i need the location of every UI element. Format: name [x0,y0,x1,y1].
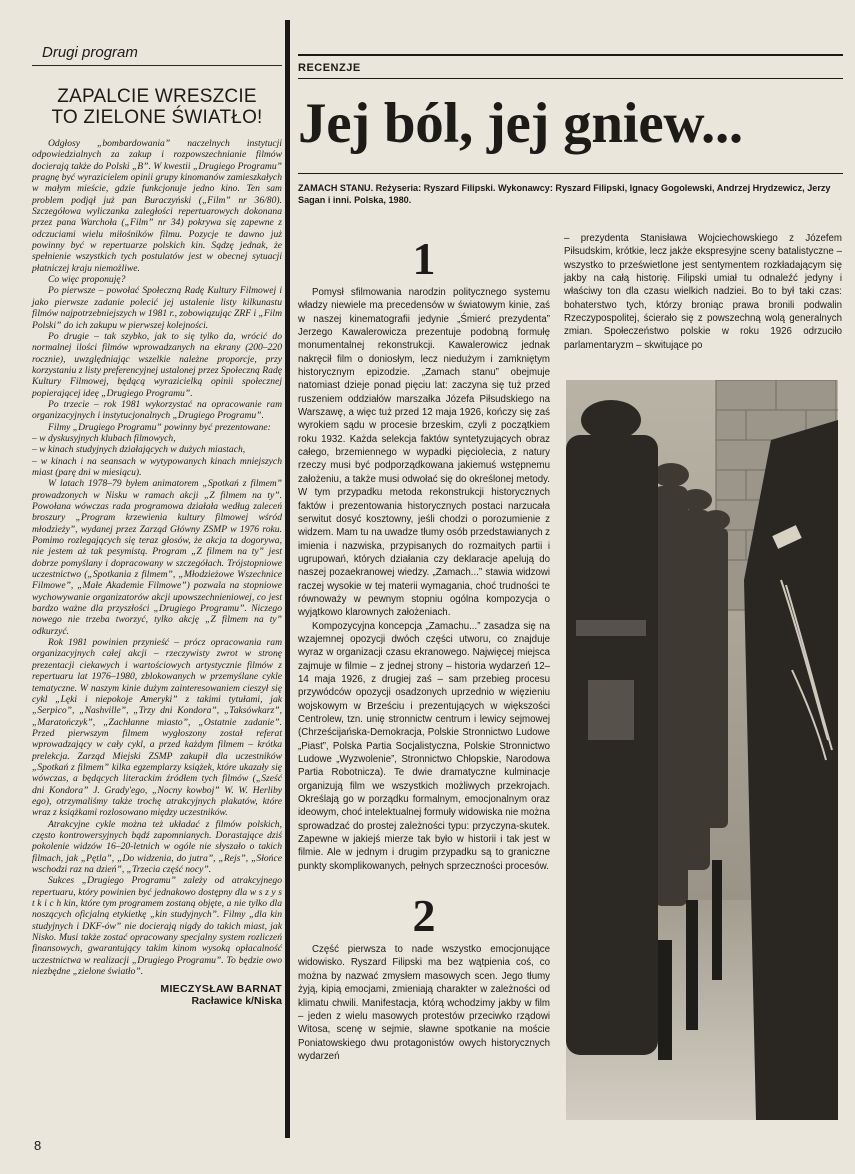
letter-title [32,86,282,128]
letter-body [32,138,282,977]
list-item: – w kinach studyjnych działających w dużych miastach, [32,444,246,456]
paragraph: Rok 1981 powinien przynieść – prócz opracowania ram organizacyjnych całej akcji – rzeczywisty zwrot w stronę prezentacji ciekawych i wartościowych artystycznie filmów z repertuaru lat 1976–1980, zblokowanych w przemyślane cykle tematyczne. W naszym kinie dużym zainteresowaniem cieszył się cykl „Lęki i niepokoje Ameryki” z takimi tytułami, jak „Serpico”, „Nashville”, „Trzy dni Kondora”, „Taksówkarz”, „Maratończyk”, „Zachłanne miasto”, „Ostatnie zadanie”. Przed pierwszym filmem wygłoszony został referat wprowadzający w cały cykl, a przed każdym filmem – krótka prelekcja. Zarząd Miejski ZSMP zakupił dla uczestników „Spotkań z filmem” kilka egzemplarzy książek, które ukazały się wówczas, a będących literackim źródłem tych filmów („Sześć dni Kondora” J. Grady'ego, „Nocny kowboj” W. W. Herliby ego), otrzymaliśmy także trochę atrakcyjnych plakatów, które wraz z książkami rozlosowano między uczestników. [32,637,282,819]
section-number-2: 2 [412,890,436,942]
left-column [32,44,282,1007]
paragraph: Co więc proponuję? [48,274,126,286]
paragraph: Po drugie – tak szybko, jak to się tylko da, wrócić do normalnej ilości filmów wprowadzanych na ekrany (200–220 rocznie), uwzględniając wszelkie należne proporcje, przy korzystaniu z listy preferencyjnej ustalonej przez Społeczną Radę Kultury Filmowej, będącą wyrazicielką opinii społecznej popierającej ideę „Drugiego Programu”. [32,330,282,399]
paragraph: Po pierwsze – powołać Społeczną Radę Kultury Filmowej i jako pierwsze zadanie polecić jej ustalenie listy kilkunastu filmów najpotrzebniejszych w 1981 r., zobowiązując ZRF i „Film Polski” do ich zakupu w pierwszej kolejności. [32,285,282,331]
film-credits: ZAMACH STANU. Reżyseria: Ryszard Filipski. Wykonawcy: Ryszard Filipski, Ignacy Gogolewski, Andrzej Hrydzewicz, Jerzy Sagan i inni. Polska, 1980. [298,183,831,205]
section-number-1: 1 [412,233,436,284]
paragraph: Część pierwsza to nade wszystko emocjonujące widowisko. Ryszard Filipski ma bez wątpienia coś, co można by nazwać zmysłem masowych scen. Jego tłumy żyją, kipią emocjami, zmieniają charakter w zależności od klimatu chwili. Manifestacja, którą wchodzimy jakby w film – jeden z wielu masowych protestów przeciwko rządowi Witosa, scenę w sejmie, sławne spotkanie na moście Poniatowskiego dwu protagonistów owych historycznych wydarzeń [298,944,550,1062]
list-item: – w dyskusyjnych klubach filmowych, [32,432,176,444]
soldiers-photo-image [566,380,838,1120]
paragraph: Sukces „Drugiego Programu” zależy od atrakcyjnego repertuaru, który powinien być jednakowo dostępny dla w s z y s t k i c h kin, które tym programem zostaną objęte, a nie tylko dla noszących oficjalną etykietkę „kin studyjnych”. Filmy „dla kin studyjnych i DKF-ów” nie docierają nigdy do takich miast, jak Nisko. Musi także zostać opracowany specjalny system rozliczeń finansowych, gwarantujący takim kinom wysoką opłacalność uczestnictwa w realizacji „Drugiego Programu”. To będzie owo niezbędne „zielone światło”. [32,875,282,978]
author-place: Racławice k/Niska [191,995,282,1008]
soldiers-photo [566,380,838,1120]
paragraph: Po trzecie – rok 1981 wykorzystać na opracowanie ram organizacyjnych i instytucjonalnych „Drugiego Programu”. [32,398,282,422]
article-headline: Jej ból, jej gniew... [298,92,743,155]
paragraph: Odgłosy „bombardowania” naczelnych instytucji odpowiedzialnych za zakup i rozpowszechnianie filmów docierają także do Polski „B”. W kwestii „Drugiego Programu” pragnę być wyrazicielem opinii grupy kinomanów zamieszkałych w małym mieście, gdzie funkcjonuje jedno kino. Ten sam problem podjął już pan Buraczyński („Film” nr 36/80). Szczegółowa wyliczanka zaległości repertuarowych dokonana przez pana Warchoła („Film” nr 34) pokrywa się zapewne z odczuciami wielu miłośników filmu. Pozycje te dawno już powinny być w repertuarze polskich kin. Sądzę jednak, że spełnienie wszystkich tych postulatów jest w obecnej sytuacji płatniczej kraju niemożliwe. [32,138,282,274]
paragraph: W latach 1978–79 byłem animatorem „Spotkań z filmem” prowadzonych w Nisku w ramach akcji „Z filmem na ty”. Powołana wówczas rada programowa działała według zaleceń broszury „Program krzewienia kultury filmowej wśród młodzieży”, wydanej przez Zarząd Główny ZSMP w 1976 roku. Pomimo rozlegających się teraz głosów, że akcja ta dogorywa, nie jestem aż tak pesymistą. Program „Z filmem na ty” jest dobrze pomyślany i dopracowany w szczegółach. Trójstopniowe uczestnictwo („Spotkania z filmem”, „Młodzieżowe Wszechnice Filmowe”, „Małe Akademie Filmowe”) pozwala na stopniowe wychowywanie organizatorów akcji upowszechnieniowej, co jest bardzo ważne dla przyszłości „Drugiego Programu”. Niczego nowego nie trzeba tworzyć, tylko akcję „Z filmem na ty” odkurzyć. [32,478,282,637]
paragraph: – prezydenta Stanisława Wojciechowskiego z Józefem Piłsudskim, krótkie, lecz jakże ekspresyjne sceny batalistyczne – wszystko to prześwietlone jest sentymentem rozkładającym się jakby na całą historię. Filipski umiał tu odnaleźć jedyny i właściwy ton dla czasu wielkich nadziei. Bo to był taki czas: bohaterstwo tych, którzy broniąc prawa bronili podwalin Rzeczypospolitej, ścierało się z powszechną wolą generalnych zmian. Społeczeństwo polskie w roku 1926 odrzuciło parlamentaryzm – skwitujące po [564,233,842,351]
paragraph: Kompozycyjna koncepcja „Zamachu...” zasadza się na wzajemnej opozycji dwóch części utworu, co znajduje wyraz w organizacji czasu ekranowego. Najwięcej miejsca zajmuje w filmie – z jednej strony – historia wydarzeń 12–14 maja 1926, z drugiej zaś – sam przebieg procesu przywódców opozycji osadzonych uprzednio w więzieniu wojskowym w Brześciu i prezentujących w większości Centrolew, tzn. unię stronnictw centrum i lewicy sejmowej (Chrześcijańska-Demokracja, Polskie Stronnictwo Ludowe „Piast”, Polska Partia Socjalistyczna, Polskie Stronnictwo Ludowe „Wyzwolenie”, Stronnictwo Chłopskie, Narodowa Partia Robotnicza). Te dwie dramatyczne kulminacje organizują film we wszystkich możliwych przekrojach. Określają go w porządku formalnym, emocjonalnym oraz ideowym, choć intelektualnej formuły widowiska nie można sprowadzać do prostej zależności typu: przyczyna-skutek. Zapewne w jakiejś mierze tak było w historii i tak jest w filmie. Ale w jednym i drugim przypadku są to graniczne punkty skomplikowanych, pełnych sprzeczności procesów. [298,620,550,872]
letter-title-line2: TO ZIELONE ŚWIATŁO! [51,107,263,128]
section-label-recenzje: RECENZJE [298,62,361,74]
section-rule [32,65,282,66]
article-column-1 [298,232,550,1063]
section-rule [298,78,843,79]
letter-title-line1: ZAPALCIE WRESZCIE [57,86,257,107]
section-label: Drugi program [42,44,138,61]
author-signature: MIECZYSŁAW BARNAT [160,983,282,996]
review-article [298,44,843,1062]
article-column-2 [564,232,842,352]
paragraph: Filmy „Drugiego Programu” powinny być prezentowane: [48,421,271,433]
top-rule [298,54,843,56]
list-item: – w kinach i na seansach w wytypowanych kinach mniejszych miast (parę dni w miesiącu). [32,455,282,478]
headline-rule [298,173,843,174]
page-number: 8 [34,1138,42,1153]
paragraph: Atrakcyjne cykle można też układać z filmów polskich, często kontrowersyjnych bądź zapomnianych. Dorastające dziś pokolenie widzów 16–20-letnich w ogóle nie słyszało o takich filmach, jak „Pętla”, „Do widzenia, do jutra”, „Rejs”, „Słońce wschodzi raz na dzień”, „Trzecia część nocy”. [32,818,282,875]
column-divider [285,20,290,1138]
paragraph: Pomysł sfilmowania narodzin politycznego systemu władzy niewiele ma precedensów w światowym kinie, zaś w naszej kinematografii jedynie „Śmierć prezydenta” Jerzego Kawalerowicza prezentuje podobną formułę monumentalnej rekonstrukcji. Kawalerowicz jednak nakręcił film o doniosłym, lecz niedużym i zamkniętym historycznym epizodzie. „Zamach stanu” obejmuje natomiast dzieje ponad pięciu lat: zaczyna się tuż przed ruszeniem oddziałów marszałka Józefa Piłsudskiego na Warszawę, a więc tuż przed 12 maja 1926, kończy się zaś wyrokiem sądu w procesie brzeskim, czyli z początkiem roku 1932. Każda selekcja faktów syntetyzujących obraz całego, brzemiennego w wypadki pięciolecia, z natury rzeczy musi być podporządkowana jakiemuś wstępnemu założeniu, a także musi odwołać się do określonej metody. W tym przypadku metoda rekonstrukcji historycznych faktów i prezentowania historycznych postaci narzucała serwitut dosyć kosztowny, jeśli chodzi o porozumienie z widzem. Mam tu na uwadze tłumy osób przedstawianych z imienia i nazwiska, przypisanych do rozmaitych partii i ugrupowań, których działania czy deklaracje apelują do naszej pozaekranowej wiedzy. „Zamach...” stawia widzowi raczej wysokie w tej materii wymagania, choć trudności te równoważy w pewnym stopniu ogólna kompozycja o wyjątkowo klarownych założeniach. [298,287,550,619]
